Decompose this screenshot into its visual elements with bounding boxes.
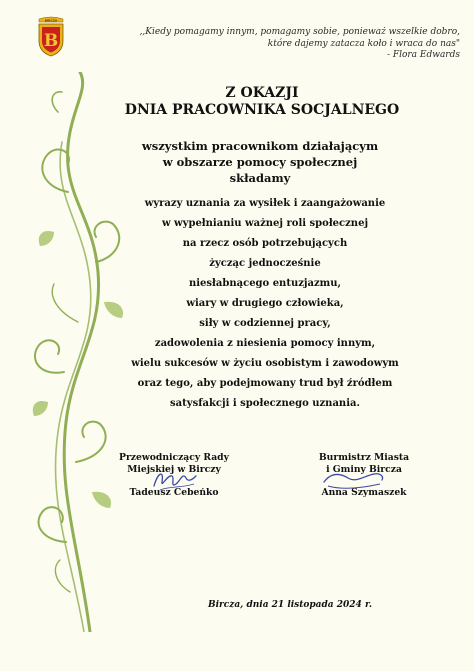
wishes-line-11: satysfakcji i społecznego uznania. — [170, 398, 360, 409]
wishes-line-1: wyrazy uznania za wysiłek i zaangażowanie — [144, 198, 386, 209]
dedication — [110, 138, 410, 186]
right-role-line-2: i Gminy Bircza — [326, 464, 402, 475]
dedication-line-2: w obszarze pomocy społecznej — [162, 155, 358, 169]
motto-quote — [130, 27, 460, 62]
motto-line-2: które dajemy zatacza koło i wraca do nas" — [267, 38, 460, 49]
emblem-letter: B — [43, 31, 59, 51]
wishes-line-9: wielu sukcesów w życiu osobistym i zawodowym — [131, 358, 399, 369]
title-line-2: DNIA PRACOWNIKA SOCJALNEGO — [124, 102, 400, 118]
dedication-line-1: wszystkim pracownikom działającym — [141, 139, 379, 153]
title-line-1: Z OKAZJI — [225, 85, 299, 101]
signature-name-right: Anna Szymaszek — [321, 487, 407, 498]
wishes-line-2: w wypełnianiu ważnej roli społecznej — [161, 218, 369, 229]
signature-name-left: Tadeusz Cebeńko — [129, 487, 219, 498]
wishes-line-6: wiary w drugiego człowieka, — [186, 298, 344, 309]
motto-line-1: ,,Kiedy pomagamy innym, pomagamy sobie, ponieważ wszelkie dobro, — [139, 27, 460, 37]
dedication-line-3: składamy — [229, 171, 291, 185]
emblem-banner-text: BIRCZA — [44, 18, 58, 23]
left-role-line-1: Przewodniczący Rady — [119, 452, 229, 463]
right-role-line-1: Burmistrz Miasta — [318, 452, 410, 463]
left-role-line-2: Miejskiej w Birczy — [127, 464, 221, 475]
motto-author: - Flora Edwards — [386, 50, 460, 60]
wishes-line-10: oraz tego, aby podejmowany trud był źródłem — [137, 378, 393, 389]
wishes-line-8: zadowolenia z niesienia pomocy innym, — [154, 338, 376, 349]
wishes-line-4: życząc jednocześnie — [209, 258, 321, 269]
wishes-line-5: niesłabnącego entuzjazmu, — [188, 278, 342, 289]
bircza-coat-of-arms — [36, 15, 66, 57]
wishes-line-3: na rzecz osób potrzebujących — [182, 238, 348, 249]
wishes-line-7: siły w codziennej pracy, — [199, 318, 331, 329]
place-and-date: Bircza, dnia 21 listopada 2024 r. — [207, 600, 372, 610]
